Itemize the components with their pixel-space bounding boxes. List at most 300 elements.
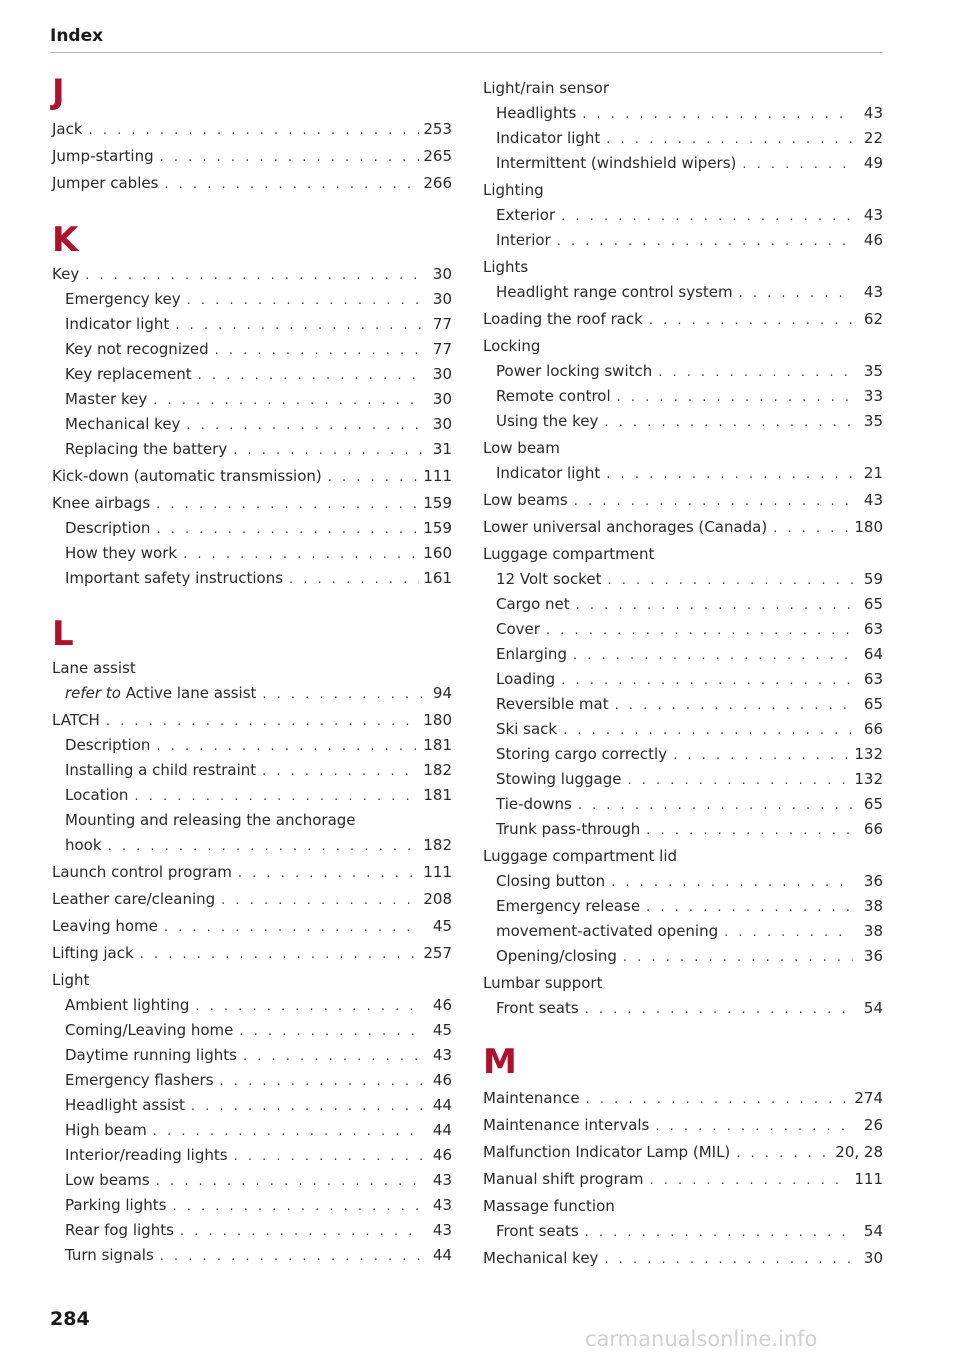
entry-label: Low beams: [65, 1171, 150, 1189]
index-subentry: [52, 314, 452, 336]
entry-label: Lower universal anchorages (Canada): [483, 518, 768, 536]
index-heading: Massage function: [483, 1197, 615, 1215]
dot-leader: [724, 923, 853, 943]
entry-label: Opening/closing: [496, 947, 617, 965]
index-subentry: [52, 1220, 452, 1242]
dot-leader: [183, 545, 419, 565]
index-subentry: [483, 871, 883, 893]
dot-leader: [134, 787, 419, 807]
page-reference: 22: [863, 129, 883, 147]
entry-label: Mechanical key: [483, 1249, 599, 1267]
index-subentry: [483, 411, 883, 433]
dot-leader: [233, 441, 422, 461]
entry-label: Jumper cables: [52, 174, 159, 192]
dot-leader: [172, 1197, 422, 1217]
dot-leader: [607, 571, 853, 591]
page-reference: 38: [863, 922, 883, 940]
dot-leader: [649, 1171, 850, 1191]
page-reference: 43: [432, 1221, 452, 1239]
entry-label: How they work: [65, 544, 178, 562]
dot-leader: [243, 1047, 422, 1067]
entry-label: Tie-downs: [496, 795, 572, 813]
index-subentry: [52, 518, 452, 540]
index-entry: [52, 146, 452, 168]
entry-label: Description: [65, 736, 151, 754]
index-subentry: [52, 568, 452, 590]
index-subentry: [483, 153, 883, 175]
page-reference: 54: [863, 1222, 883, 1240]
entry-label: High beam: [65, 1121, 147, 1139]
entry-label: Trunk pass-through: [496, 820, 641, 838]
index-entry: [52, 889, 452, 911]
entry-label: Parking lights: [65, 1196, 167, 1214]
dot-leader: [736, 1144, 831, 1164]
dot-leader: [191, 1097, 422, 1117]
index-entry: [483, 1169, 883, 1191]
dot-leader: [164, 918, 422, 938]
entry-label: Rear fog lights: [65, 1221, 174, 1239]
index-subentry: [483, 946, 883, 968]
index-entry: [52, 862, 452, 884]
page-reference: 161: [423, 569, 452, 587]
index-subentry: [483, 282, 883, 304]
page-reference: 43: [863, 283, 883, 301]
entry-label: Key replacement: [65, 365, 192, 383]
dot-leader: [215, 341, 422, 361]
entry-label: Leather care/cleaning: [52, 890, 216, 908]
index-subentry: [52, 289, 452, 311]
page-reference: 20, 28: [835, 1143, 883, 1161]
dot-leader: [238, 864, 419, 884]
index-entry: [483, 1248, 883, 1270]
index-entry: [483, 309, 883, 331]
page-reference: 64: [863, 645, 883, 663]
dot-leader: [576, 596, 853, 616]
entry-label: Ambient lighting: [65, 996, 190, 1014]
index-entry: [483, 1115, 883, 1137]
page-reference: 30: [432, 365, 452, 383]
page-reference: 63: [863, 670, 883, 688]
dot-leader: [262, 762, 419, 782]
index-subentry: [483, 669, 883, 691]
dot-leader: [160, 1247, 422, 1267]
index-subentry: [52, 1095, 452, 1117]
index-subentry: [52, 1145, 452, 1167]
dot-leader: [586, 1090, 851, 1110]
page-reference: 30: [432, 265, 452, 283]
dot-leader: [289, 570, 419, 590]
page-reference: 33: [863, 387, 883, 405]
entry-label: Master key: [65, 390, 148, 408]
page-reference: 59: [863, 570, 883, 588]
entry-label: Jack: [52, 120, 83, 138]
dot-leader: [561, 207, 853, 227]
entry-label: Interior/reading lights: [65, 1146, 228, 1164]
dot-leader: [606, 465, 853, 485]
dot-leader: [646, 898, 853, 918]
dot-leader: [108, 837, 420, 857]
page-reference: 30: [432, 390, 452, 408]
dot-leader: [85, 266, 422, 286]
page-reference: 159: [423, 494, 452, 512]
index-subentry: [483, 361, 883, 383]
page-reference: 30: [432, 290, 452, 308]
entry-label: Emergency flashers: [65, 1071, 214, 1089]
page-reference: 132: [854, 770, 883, 788]
page-reference: 62: [863, 310, 883, 328]
entry-label: Loading: [496, 670, 556, 688]
dot-leader: [611, 873, 853, 893]
index-subentry: [52, 995, 452, 1017]
dot-leader: [673, 746, 850, 766]
entry-label: Lifting jack: [52, 944, 134, 962]
page-reference: 94: [432, 684, 452, 702]
page-reference: 180: [854, 518, 883, 536]
page-reference: 46: [432, 1146, 452, 1164]
index-subentry: [52, 735, 452, 757]
page-reference: 111: [423, 467, 452, 485]
page-reference: 31: [432, 440, 452, 458]
dot-leader: [195, 997, 422, 1017]
page-reference: 274: [854, 1089, 883, 1107]
page-reference: 77: [432, 315, 452, 333]
dot-leader: [617, 388, 853, 408]
page-reference: 46: [432, 996, 452, 1014]
page-reference: 30: [863, 1249, 883, 1267]
index-subentry: [483, 644, 883, 666]
page-reference: 45: [432, 1021, 452, 1039]
entry-label: Front seats: [496, 1222, 579, 1240]
dot-leader: [658, 363, 853, 383]
entry-label: Replacing the battery: [65, 440, 228, 458]
page-reference: 35: [863, 362, 883, 380]
entry-label: Exterior: [496, 206, 556, 224]
page-reference: 257: [423, 944, 452, 962]
page-reference: 43: [863, 104, 883, 122]
entry-label: Malfunction Indicator Lamp (MIL): [483, 1143, 731, 1161]
entry-label: Jump-starting: [52, 147, 154, 165]
page-reference: 36: [863, 947, 883, 965]
dot-leader: [649, 311, 853, 331]
entry-label: Headlights: [496, 104, 577, 122]
index-heading: Lumbar support: [483, 974, 603, 992]
dot-leader: [328, 468, 420, 488]
page-reference: 26: [863, 1116, 883, 1134]
index-subentry: [483, 569, 883, 591]
page-reference: 65: [863, 595, 883, 613]
dot-leader: [153, 1122, 422, 1142]
entry-label: movement-activated opening: [496, 922, 719, 940]
dot-leader: [180, 1222, 422, 1242]
dot-leader: [604, 413, 853, 433]
page-reference: 111: [854, 1170, 883, 1188]
index-subentry: [52, 414, 452, 436]
index-subentry: [52, 1070, 452, 1092]
page-reference: 46: [863, 231, 883, 249]
entry-label: Intermittent (windshield wipers): [496, 154, 737, 172]
index-subentry: [483, 769, 883, 791]
page-reference: 46: [432, 1071, 452, 1089]
page-reference: 43: [432, 1046, 452, 1064]
index-heading: Lights: [483, 258, 529, 276]
page-reference: 180: [423, 711, 452, 729]
index-subentry: [483, 619, 883, 641]
dot-leader: [582, 105, 853, 125]
page-reference: 266: [423, 174, 452, 192]
page-reference: 54: [863, 999, 883, 1017]
entry-label-text: Active lane assist: [125, 684, 257, 702]
index-subentry: [483, 1221, 883, 1243]
section-letter: L: [52, 614, 74, 654]
index-entry: [483, 490, 883, 512]
index-entry: [52, 119, 452, 141]
entry-label: Important safety instructions: [65, 569, 284, 587]
dot-leader: [574, 492, 853, 512]
entry-label: Interior: [496, 231, 551, 249]
page-reference: 159: [423, 519, 452, 537]
index-entry: [483, 1088, 883, 1110]
index-subentry: [483, 230, 883, 252]
page-reference: 182: [423, 836, 452, 854]
entry-label: Description: [65, 519, 151, 537]
index-subentry: [52, 1120, 452, 1142]
header-divider: [50, 52, 883, 53]
dot-leader: [89, 121, 420, 141]
dot-leader: [623, 948, 853, 968]
page-number: 284: [50, 1308, 90, 1330]
entry-label: Headlight range control system: [496, 283, 733, 301]
dot-leader: [773, 519, 850, 539]
index-heading: Lighting: [483, 181, 544, 199]
index-subentry: [52, 389, 452, 411]
index-subentry: [52, 1170, 452, 1192]
entry-label: Emergency release: [496, 897, 641, 915]
entry-label: Key not recognized: [65, 340, 209, 358]
index-entry: [52, 264, 452, 286]
watermark: carmanualsonline.info: [585, 1327, 818, 1351]
entry-label: Storing cargo correctly: [496, 745, 668, 763]
entry-label: [65, 683, 256, 703]
index-entry: [52, 466, 452, 488]
page-reference: 44: [432, 1121, 452, 1139]
page-reference: 35: [863, 412, 883, 430]
index-entry: [52, 916, 452, 938]
index-subentry: [52, 439, 452, 461]
entry-label: Location: [65, 786, 129, 804]
page-reference: 132: [854, 745, 883, 763]
dot-leader: [234, 1147, 422, 1167]
dot-leader: [156, 737, 419, 757]
entry-label: Key: [52, 265, 80, 283]
index-subentry: [52, 1245, 452, 1267]
index-subentry: [483, 463, 883, 485]
dot-leader: [221, 891, 419, 911]
dot-leader: [585, 1223, 853, 1243]
dot-leader: [164, 175, 419, 195]
index-subentry: [483, 819, 883, 841]
entry-label: Cover: [496, 620, 540, 638]
page-reference: 208: [423, 890, 452, 908]
entry-label: Reversible mat: [496, 695, 609, 713]
entry-label: Low beams: [483, 491, 568, 509]
cross-reference-prefix: refer to: [65, 684, 121, 702]
page-reference: 66: [863, 720, 883, 738]
entry-label: Remote control: [496, 387, 611, 405]
index-subentry: [483, 386, 883, 408]
page-reference: 63: [863, 620, 883, 638]
entry-label: Maintenance intervals: [483, 1116, 650, 1134]
index-entry: [483, 517, 883, 539]
page-reference: 77: [432, 340, 452, 358]
index-subheading: Mounting and releasing the anchorage: [65, 811, 356, 829]
page-header-title: Index: [50, 26, 104, 46]
entry-label: Knee airbags: [52, 494, 151, 512]
index-subentry: [52, 1045, 452, 1067]
dot-leader: [646, 821, 853, 841]
index-subentry: [483, 694, 883, 716]
index-entry: [483, 1142, 883, 1164]
entry-label: Enlarging: [496, 645, 567, 663]
entry-label: Maintenance: [483, 1089, 580, 1107]
dot-leader: [615, 696, 853, 716]
section-letter: K: [52, 220, 79, 260]
dot-leader: [578, 796, 853, 816]
dot-leader: [561, 671, 853, 691]
index-subentry: [52, 760, 452, 782]
entry-label: Power locking switch: [496, 362, 653, 380]
entry-label: Ski sack: [496, 720, 558, 738]
index-heading: Locking: [483, 337, 541, 355]
page-reference: 43: [863, 491, 883, 509]
entry-label: Front seats: [496, 999, 579, 1017]
page-reference: 182: [423, 761, 452, 779]
section-letter: J: [52, 72, 65, 112]
dot-leader: [175, 316, 422, 336]
dot-leader: [156, 1172, 422, 1192]
entry-label: Closing button: [496, 872, 606, 890]
page-reference: 44: [432, 1096, 452, 1114]
page-reference: 43: [863, 206, 883, 224]
index-subentry: [483, 744, 883, 766]
dot-leader: [186, 416, 422, 436]
entry-label: 12 Volt socket: [496, 570, 602, 588]
page-reference: 44: [432, 1246, 452, 1264]
index-subentry: [483, 998, 883, 1020]
entry-label: Manual shift program: [483, 1170, 644, 1188]
dot-leader: [153, 391, 422, 411]
index-subentry: [52, 364, 452, 386]
section-letter: M: [483, 1042, 517, 1082]
entry-label: Using the key: [496, 412, 599, 430]
entry-label: Emergency key: [65, 290, 181, 308]
entry-label: Leaving home: [52, 917, 158, 935]
entry-label: Kick-down (automatic transmission): [52, 467, 322, 485]
entry-label: Stowing luggage: [496, 770, 622, 788]
page-reference: 65: [863, 795, 883, 813]
index-subentry: [483, 103, 883, 125]
dot-leader: [742, 155, 853, 175]
index-subentry: [483, 896, 883, 918]
entry-label: Headlight assist: [65, 1096, 185, 1114]
entry-label: Daytime running lights: [65, 1046, 237, 1064]
page-reference: 66: [863, 820, 883, 838]
page-reference: 49: [863, 154, 883, 172]
index-heading: Light/rain sensor: [483, 79, 609, 97]
dot-leader: [739, 284, 853, 304]
index-heading: Luggage compartment lid: [483, 847, 678, 865]
page-reference: 181: [423, 786, 452, 804]
dot-leader: [156, 495, 419, 515]
index-subentry: [52, 683, 452, 705]
index-subentry: [483, 205, 883, 227]
index-heading: Low beam: [483, 439, 560, 457]
index-entry: [52, 493, 452, 515]
index-heading: Luggage compartment: [483, 545, 655, 563]
page-reference: 43: [432, 1196, 452, 1214]
page-reference: 65: [863, 695, 883, 713]
index-subentry: [483, 128, 883, 150]
index-subentry: [52, 1020, 452, 1042]
page-reference: 43: [432, 1171, 452, 1189]
index-subentry: [483, 594, 883, 616]
dot-leader: [156, 520, 419, 540]
dot-leader: [160, 148, 420, 168]
index-subentry: [52, 1195, 452, 1217]
dot-leader: [604, 1250, 853, 1270]
entry-label: Launch control program: [52, 863, 232, 881]
dot-leader: [239, 1022, 422, 1042]
entry-label: Loading the roof rack: [483, 310, 643, 328]
dot-leader: [573, 646, 853, 666]
index-subentry: [483, 921, 883, 943]
index-subentry: [52, 543, 452, 565]
index-entry: [52, 943, 452, 965]
dot-leader: [557, 232, 853, 252]
index-subentry: [52, 785, 452, 807]
page-reference: 160: [423, 544, 452, 562]
entry-label: Cargo net: [496, 595, 570, 613]
page-reference: 36: [863, 872, 883, 890]
index-subentry: [483, 719, 883, 741]
dot-leader: [140, 945, 420, 965]
entry-label: hook: [65, 836, 102, 854]
index-subentry: [483, 794, 883, 816]
dot-leader: [262, 685, 422, 705]
index-subentry: [52, 339, 452, 361]
page-reference: 38: [863, 897, 883, 915]
index-subentry: [52, 835, 452, 857]
entry-label: Installing a child restraint: [65, 761, 257, 779]
entry-label: Indicator light: [496, 464, 601, 482]
entry-label: Indicator light: [496, 129, 601, 147]
page-reference: 30: [432, 415, 452, 433]
dot-leader: [198, 366, 422, 386]
entry-label: Indicator light: [65, 315, 170, 333]
entry-label: LATCH: [52, 711, 100, 729]
entry-label: Turn signals: [65, 1246, 154, 1264]
page-reference: 265: [423, 147, 452, 165]
page-reference: 181: [423, 736, 452, 754]
dot-leader: [606, 130, 853, 150]
dot-leader: [187, 291, 422, 311]
dot-leader: [220, 1072, 422, 1092]
dot-leader: [627, 771, 850, 791]
page-reference: 45: [432, 917, 452, 935]
page-reference: 21: [863, 464, 883, 482]
dot-leader: [546, 621, 853, 641]
entry-label: Coming/Leaving home: [65, 1021, 234, 1039]
page-reference: 111: [423, 863, 452, 881]
